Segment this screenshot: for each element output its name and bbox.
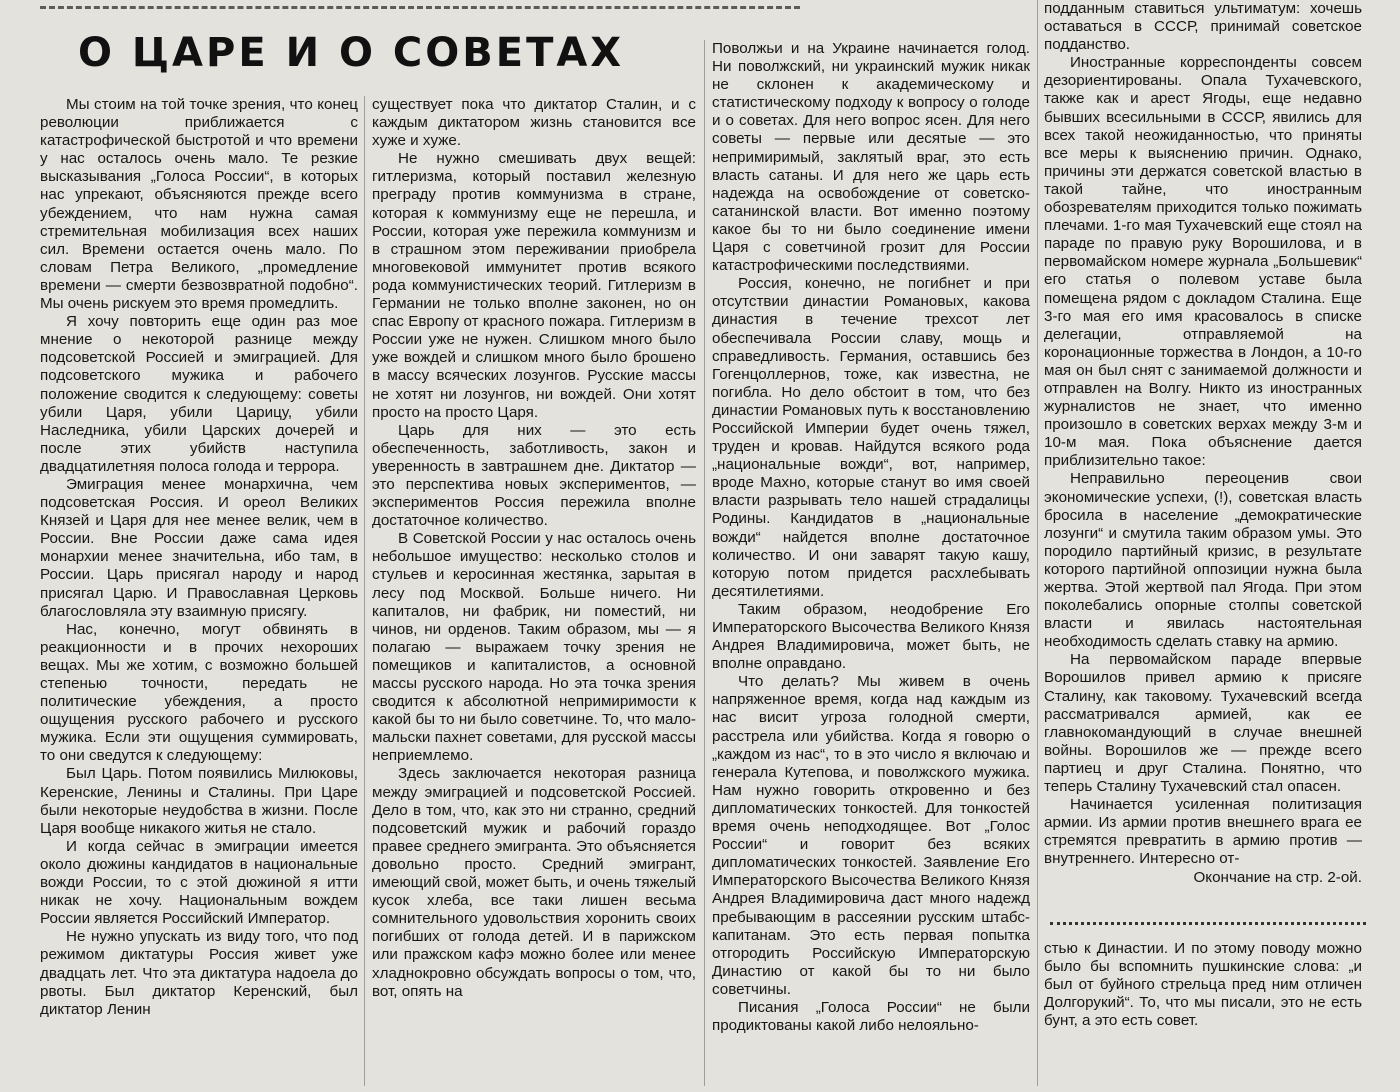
column-divider	[704, 40, 705, 1086]
paragraph: На первомайском параде впервые Ворошилов привел армию к присяге Сталину, как таковому. Тухачевский всегда рассматривался армией, как ее главнокомандующий в случае внешней войны. Ворошилов же — прежде всего партиец и друг Сталина. Понятно, что теперь Сталину Тухачевский стал опасен.	[1044, 651, 1362, 796]
paragraph: Что делать? Мы живем в очень напряженное время, когда над каждым из нас висит угроза голодной смерти, расстрела или убийства. Когда я говорю о „каждом из нас“, то в это число я включаю и генерала Кутепова, и поволжского мужика. Нам нужно говорить откровенно и без дипломатических тонкостей. Для тонкостей время очень неподходящее. Вот „Голос России“ и говорит без всяких дипломатических тонкостей. Заявление Его Императорского Высочества Великого Князя Андрея Владимировича даст много надежд пребывающим в рассеянии русским штабс-капитанам. Это есть первая попытка отгородить Российскую Императорскую Династию от какой бы то ни было советчины.	[712, 673, 1030, 998]
article-column-4-lower	[1044, 940, 1362, 1080]
paragraph: Не нужно упускать из виду того, что под режимом диктатуры Россия живет уже двадцать лет. Что эта диктатура надоела до рвоты. Был диктатор Керенский, был диктатор Ленин	[40, 928, 358, 1018]
paragraph: И когда сейчас в эмиграции имеется около дюжины кандидатов в национальные вожди России, то с этой дюжиной я итти никак не хочу. Национальным вождем России является Российский Император.	[40, 837, 358, 928]
paragraph: существует пока что диктатор Сталин, и с каждым диктатором жизнь становится все хуже и хуже.	[372, 96, 696, 150]
paragraph: Поволжьи и на Украине начинается голод. Ни поволжский, ни украинский мужик никак не склонен к академическому и статистическому подходу к вопросу о голоде и о советах. Для него вопрос ясен. Для него советы — первые или десятые — это непримиримый, заклятый враг, это есть власть сатаны. И для него же царь есть надежда на освобождение от советско-сатанинской власти. Вот именно поэтому какое бы то ни было соединение имени Царя с советчиной грозит для России катастрофическими последствиями.	[712, 40, 1030, 275]
paragraph: Не нужно смешивать двух вещей: гитлеризма, который поставил железную преграду против коммунизма в стране, которая к коммунизму еще не перешла, и России, которая уже пережила коммунизм и в страшном этом переживании приобрела многовековой иммунитет против всякого рода коммунистических теорий. Гитлеризм в Германии не только вполне законен, но он спас Европу от красного пожара. Гитлеризм в России уже не нужен. Слишком много было уже вождей и слишком много было брошено в массу всяческих лозунгов. Русские массы не хотят ни лозунгов, ни вождей. Они хотят просто на просто Царя.	[372, 150, 696, 421]
article-column-2	[372, 96, 696, 1086]
paragraph: Нас, конечно, могут обвинять в реакционности и в прочих нехороших вещах. Мы же хотим, с возможно большей степенью точности, передать не политические убеждения, а просто ощущения русского рабочего и русского мужика. Если эти ощущения суммировать, то они сведутся к следующему:	[40, 620, 358, 765]
paragraph: Царь для них — это есть обеспеченность, заботливость, закон и уверенность в завтрашнем дне. Диктатор — это перспектива новых экспериментов, — экспериментов Россия пережила вполне достаточное количество.	[372, 421, 696, 530]
continuation-note: Окончание на стр. 2-ой.	[1193, 868, 1362, 886]
paragraph: Я хочу повторить еще один раз мое мнение о некоторой разнице между подсоветской Россией и эмиграцией. Для подсоветского мужика и рабочего положение сводится к следующему: советы убили Царя, убили Царицу, убили Наследника, убили Царских дочерей и после этих убийств наступила двадцатилетняя полоса голода и террора.	[40, 313, 358, 475]
column-divider	[364, 96, 365, 1086]
paragraph: Иностранные корреспонденты совсем дезориентированы. Опала Тухачевского, также как и арест Ягоды, еще недавно бывших всесильными в СССР, явились для всех такой неожиданностью, что приняты все меры к выяснению причин. Однако, причины эти держатся советской властью в такой тайне, что иностранным обозревателям приходится только пожимать плечами. 1-го мая Тухачевский еще стоял на параде по правую руку Ворошилова, и в первомайском номере журнала „Большевик“ его статья о полевом уставе была помещена рядом с докладом Сталина. Еще 3-го мая его имя красовалось в списке делегации, отправляемой на коронационные торжества в Лондон, а 10-го мая он был снят с занимаемой должности и отправлен на Волгу. Никто из иностранных журналистов не знает, что именно произошло в советских верхах между 3-м и 10-м мая. Пока объяснение дается приблизительно такое:	[1044, 54, 1362, 470]
paragraph: Мы стоим на той точке зрения, что конец революции приближается с катастрофической быстротой и что времени у нас осталось очень мало. Те резкие высказывания „Голоса России“, в которых нас упрекают, объясняются прежде всего убеждением, что нам нужна самая стремительная мобилизация всех наших сил. Времени остается очень мало. По словам Петра Великого, „промедление времени — смерти безвозвратной подобно“. Мы очень рискуем это время промедлить.	[40, 96, 358, 313]
column-divider	[1037, 0, 1038, 1086]
top-dashed-rule	[40, 0, 800, 9]
article-column-3	[712, 40, 1030, 1086]
paragraph: подданным ставиться ультиматум: хочешь оставаться в СССР, принимай советское подданство.	[1044, 0, 1362, 54]
paragraph: В Советской России у нас осталось очень небольшое имущество: несколько столов и стульев и керосинная жестянка, зарытая в лесу под Москвой. Больше ничего. Ни капиталов, ни фабрик, ни поместий, ни чинов, ни орденов. Таким образом, мы — я полагаю — выражаем точку зрения не помещиков и капиталистов, а основной массы русского народа. Но эта точка зрения сводится к абсолютной непримиримости к какой бы то ни было советчине. То, что мало-мальски пахнет советами, для русской массы неприемлемо.	[372, 530, 696, 765]
article-column-4	[1044, 0, 1362, 905]
paragraph: Начинается усиленная политизация армии. Из армии против внешнего врага ее стремятся превратить в армию против — внутреннего. Интересно от-	[1044, 796, 1362, 868]
article-column-1	[40, 96, 358, 1086]
paragraph: Эмиграция менее монархична, чем подсоветская Россия. И ореол Великих Князей и Царя для нее менее велик, чем в России. Вне России даже сама идея монархии менее значительна, ибо там, в России. Царь присягал народу и народ присягал Царю. И Православная Церковь благословляла эту взаимную присягу.	[40, 475, 358, 620]
paragraph: стью к Династии. И по этому поводу можно было бы вспомнить пушкинские слова: „и был от буйного стрельца пред ним отличен Долгорукий“. То, что мы писали, это не есть бунт, а это есть совет.	[1044, 940, 1362, 1030]
dotted-separator	[1050, 922, 1366, 929]
paragraph: Россия, конечно, не погибнет и при отсутствии династии Романовых, какова династия в течение трехсот лет обеспечивала России славу, мощь и справедливость. Германия, оставшись без Гогенцоллернов, тоже, как известна, не погибла. Но дело обстоит в том, что без династии Романовых путь к восстановлению Российской Империи будет очень тяжел, труден и кровав. Найдутся всякого рода „национальные вожди“, вот, например, вроде Махно, которые станут во имя своей власти разрывать тело нашей страдалицы Родины. Кандидатов в „национальные вожди“ найдется вполне достаточное количество. И они заварят такую кашу, которую потом придется расхлебывать десятилетиями.	[712, 275, 1030, 600]
paragraph: Таким образом, неодобрение Его Императорского Высочества Великого Князя Андрея Владимировича, может быть, не вполне оправдано.	[712, 600, 1030, 673]
paragraph: Здесь заключается некоторая разница между эмиграцией и подсоветской Россией. Дело в том, что, как это ни странно, средний подсоветский мужик и рабочий гораздо правее среднего эмигранта. Это объясняется довольно просто. Средний эмигрант, имеющий свой, может быть, и очень тяжелый кусок хлеба, все таки лишен весьма сомнительного удовольствия хоронить своих погибших от голода детей. И в парижском или пражском кафэ можно более или менее хладнокровно обсуждать вопросы о том, что, вот, опять на	[372, 765, 696, 1000]
paragraph: Был Царь. Потом появились Милюковы, Керенские, Ленины и Сталины. При Царе были некоторые неудобства в жизни. После Царя вообще никакого житья не стало.	[40, 765, 358, 837]
article-headline: О ЦАРЕ И О СОВЕТАХ	[78, 30, 625, 76]
paragraph: Неправильно переоценив свои экономические успехи, (!), советская власть бросила в население „демократические лозунги“ и смутила таким образом умы. Это породило партийный кризис, в результате которого партийной оппозиции нужна была жертва. Этой жертвой пал Ягода. При этом поколебались опорные столпы советской власти и явилась настоятельная необходимость сделать ставку на армию.	[1044, 470, 1362, 651]
paragraph: Писания „Голоса России“ не были продиктованы какой либо нелояльно-	[712, 998, 1030, 1035]
